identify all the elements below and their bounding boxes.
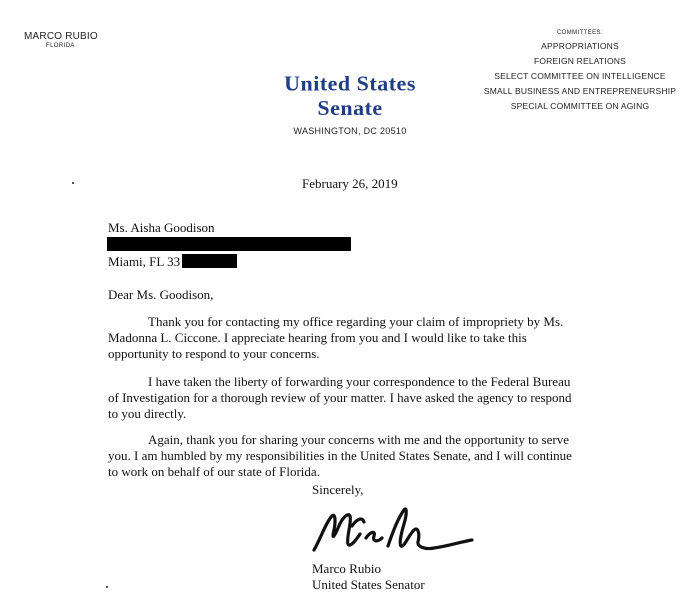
body-paragraph-2: I have taken the liberty of forwarding your correspondence to the Federal Bureau of Investigation for a thorough review of your matter. I have asked the agency to respond to you directly. bbox=[108, 374, 572, 422]
redacted-zip bbox=[182, 254, 237, 268]
scan-speck bbox=[106, 586, 108, 588]
signer-title: United States Senator bbox=[312, 577, 425, 592]
committee-item: FOREIGN RELATIONS bbox=[533, 56, 627, 66]
committee-item: APPROPRIATIONS bbox=[541, 41, 619, 51]
signature-image bbox=[308, 500, 478, 564]
senator-name: MARCO RUBIO bbox=[24, 31, 98, 42]
committees-list bbox=[482, 30, 678, 114]
redacted-address-line bbox=[107, 237, 351, 251]
senate-masthead bbox=[252, 70, 448, 136]
recipient-name: Ms. Aisha Goodison bbox=[108, 220, 215, 235]
committees-label: COMMITTEES: bbox=[556, 30, 604, 36]
masthead-address: WASHINGTON, DC 20510 bbox=[293, 126, 407, 136]
senator-state: FLORIDA bbox=[46, 43, 75, 49]
scan-speck bbox=[72, 182, 74, 184]
letter-date: February 26, 2019 bbox=[302, 176, 398, 191]
body-paragraph-3: Again, thank you for sharing your concerns with me and the opportunity to serve you. I am humbled by my responsibilities in the United States Senate, and I will continue to work on behalf of our state of Florida. bbox=[108, 432, 572, 480]
signer-name: Marco Rubio bbox=[312, 561, 381, 576]
body-paragraph-1: Thank you for contacting my office regarding your claim of impropriety by Ms. Madonna L. Ciccone. I appreciate hearing from you and I would like to take this opportunity to respond to your concerns. bbox=[108, 314, 564, 362]
recipient-city: Miami, FL 33 bbox=[108, 254, 181, 269]
committee-item: SELECT COMMITTEE ON INTELLIGENCE bbox=[494, 71, 666, 81]
committee-item: SMALL BUSINESS AND ENTREPRENEURSHIP bbox=[483, 86, 677, 96]
closing: Sincerely, bbox=[312, 482, 364, 497]
committee-item: SPECIAL COMMITTEE ON AGING bbox=[510, 101, 650, 111]
masthead-title: United States Senate bbox=[284, 71, 416, 120]
salutation: Dear Ms. Goodison, bbox=[108, 287, 214, 302]
